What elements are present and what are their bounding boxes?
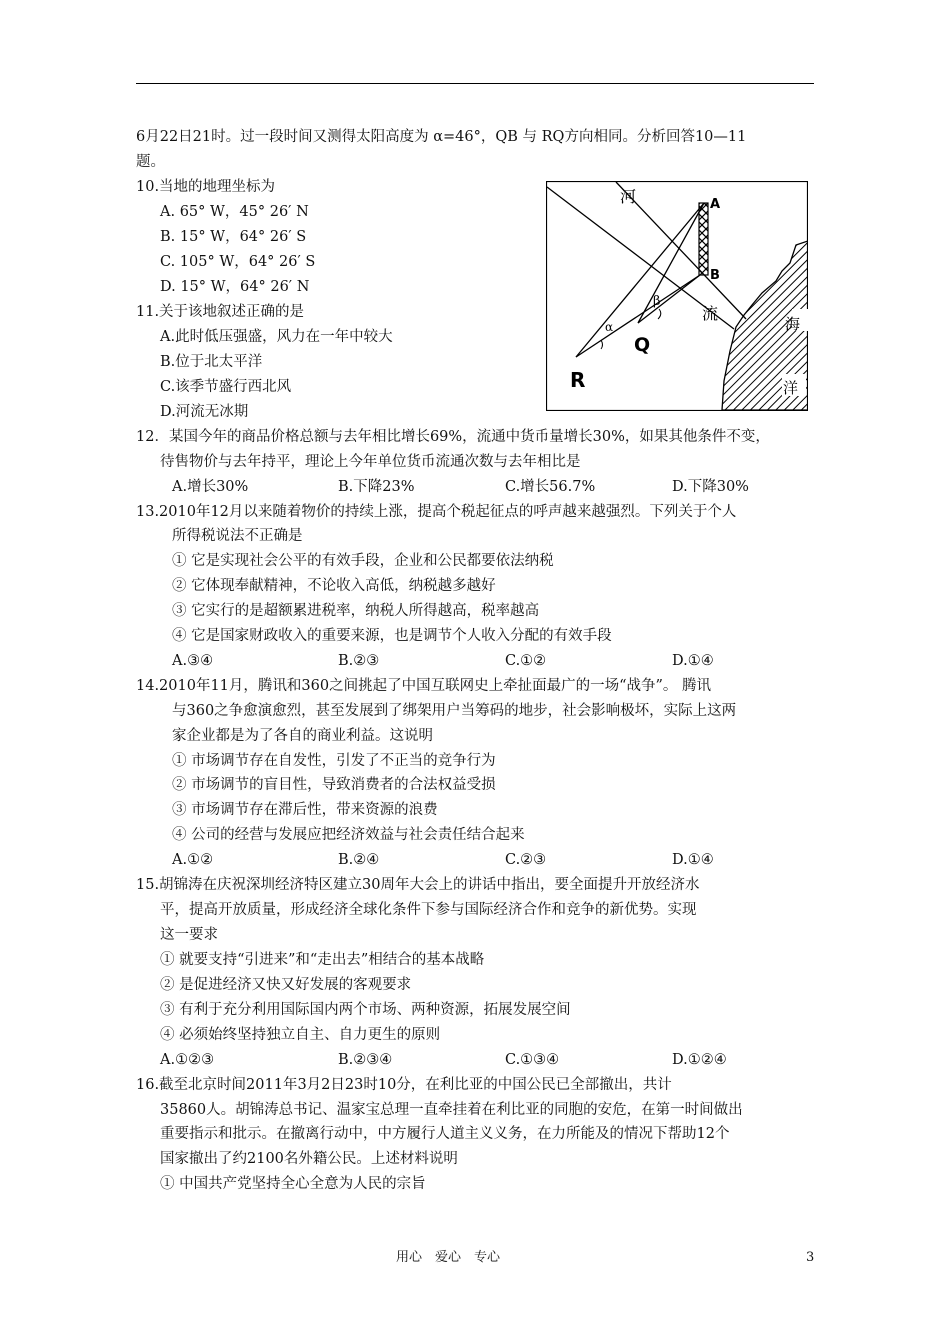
q13-item-2: ② 它体现奉献精神，不论收入高低，纳税越多越好 — [172, 578, 496, 594]
q14-option-a: A.①② — [172, 852, 214, 868]
q15-item-4: ④ 必须始终坚持独立自主、自力更生的原则 — [160, 1027, 441, 1043]
q15-option-c: C.①③④ — [505, 1052, 560, 1068]
q14-item-4: ④ 公司的经营与发展应把经济效益与社会责任结合起来 — [172, 827, 525, 843]
q13-item-1: ① 它是实现社会公平的有效手段，企业和公民都要依法纳税 — [172, 553, 554, 569]
q16-stem-4: 国家撤出了约2100名外籍公民。上述材料说明 — [160, 1151, 458, 1167]
intro-line-2: 题。 — [136, 154, 165, 170]
q13-item-3: ③ 它实行的是超额累进税率，纳税人所得越高，税率越高 — [172, 603, 540, 619]
q10-option-b: B. 15° W，64° 26′ S — [160, 229, 307, 245]
footer-motto: 用心 爱心 专心 — [396, 1250, 501, 1265]
q13-item-4: ④ 它是国家财政收入的重要来源，也是调节个人收入分配的有效手段 — [172, 628, 612, 644]
q16-stem-1: 16.截至北京时间2011年3月2日23时10分，在利比亚的中国公民已全部撤出，共计 — [136, 1077, 672, 1093]
label-r: R — [570, 368, 586, 392]
q14-item-3: ③ 市场调节存在滞后性，带来资源的浪费 — [172, 802, 438, 818]
q10-stem: 10.当地的地理坐标为 — [136, 179, 276, 195]
q10-option-d: D. 15° W，64° 26′ N — [160, 279, 310, 295]
label-hai: 海 — [785, 315, 801, 333]
header-rule — [136, 83, 814, 84]
q10-option-c: C. 105° W，64° 26′ S — [160, 254, 316, 270]
q10-option-a: A. 65° W，45° 26′ N — [160, 204, 309, 220]
label-alpha: α — [605, 320, 614, 334]
q14-stem-1: 14.2010年11月，腾讯和360之间挑起了中国互联网史上牵扯面最广的一场“战争”。 腾讯 — [136, 678, 712, 694]
q11-option-c: C.该季节盛行西北风 — [160, 379, 292, 395]
q12-stem-1: 12．某国今年的商品价格总额与去年相比增长69%，流通中货币量增长30%，如果其他条件不变， — [136, 429, 770, 445]
q13-option-b: B.②③ — [338, 653, 380, 669]
q15-option-b: B.②③④ — [338, 1052, 393, 1068]
q14-option-b: B.②④ — [338, 852, 380, 868]
q13-option-a: A.③④ — [172, 653, 214, 669]
q12-option-c: C.增长56.7% — [505, 479, 596, 495]
q15-item-2: ② 是促进经济又快又好发展的客观要求 — [160, 977, 412, 993]
q14-option-d: D.①④ — [672, 852, 714, 868]
tower — [699, 203, 708, 275]
q15-stem-2: 平，提高开放质量，形成经济全球化条件下参与国际经济合作和竞争的新优势。实现 — [160, 902, 697, 918]
q15-item-1: ① 就要支持“引进来”和“走出去”相结合的基本战略 — [160, 952, 485, 968]
q12-stem-2: 待售物价与去年持平，理论上今年单位货币流通次数与去年相比是 — [160, 454, 581, 470]
q12-option-d: D.下降30% — [672, 479, 749, 495]
q13-stem-2: 所得税说法不正确是 — [172, 528, 303, 544]
q15-option-d: D.①②④ — [672, 1052, 727, 1068]
geography-figure — [546, 181, 808, 411]
label-beta: β — [653, 294, 661, 309]
q11-option-d: D.河流无冰期 — [160, 404, 249, 420]
q13-option-c: C.①② — [505, 653, 547, 669]
q13-option-d: D.①④ — [672, 653, 714, 669]
q14-option-c: C.②③ — [505, 852, 547, 868]
q15-option-a: A.①②③ — [160, 1052, 215, 1068]
label-liu: 流 — [702, 304, 719, 323]
q15-stem-1: 15.胡锦涛在庆祝深圳经济特区建立30周年大会上的讲话中指出，要全面提升开放经济水 — [136, 877, 700, 893]
q14-stem-2: 与360之争愈演愈烈，甚至发展到了绑架用户当筹码的地步，社会影响极坏，实际上这两 — [172, 703, 737, 719]
label-q: Q — [634, 334, 651, 356]
page-number: 3 — [806, 1250, 815, 1265]
intro-line-1: 6月22日21时。过一段时间又测得太阳高度为 α=46°，QB 与 RQ方向相同。分析回答10—11 — [136, 129, 747, 145]
q11-option-a: A.此时低压强盛，风力在一年中较大 — [160, 329, 393, 345]
q12-option-b: B.下降23% — [338, 479, 415, 495]
q14-item-2: ② 市场调节的盲目性，导致消费者的合法权益受损 — [172, 777, 496, 793]
q15-item-3: ③ 有利于充分利用国际国内两个市场、两种资源，拓展发展空间 — [160, 1002, 571, 1018]
label-yang: 洋 — [783, 379, 799, 397]
q16-item-1: ① 中国共产党坚持全心全意为人民的宗旨 — [160, 1176, 426, 1192]
q14-stem-3: 家企业都是为了各自的商业利益。这说明 — [172, 728, 433, 744]
q13-stem-1: 13.2010年12月以来随着物价的持续上涨，提高个税起征点的呼声越来越强烈。下列关于个人 — [136, 504, 737, 520]
label-he: 河 — [620, 187, 637, 206]
q14-item-1: ① 市场调节存在自发性，引发了不正当的竞争行为 — [172, 753, 496, 769]
q16-stem-2: 35860人。胡锦涛总书记、温家宝总理一直牵挂着在利比亚的同胞的安危，在第一时间做出 — [160, 1102, 743, 1118]
q16-stem-3: 重要指示和批示。在撤离行动中，中方履行人道主义义务，在力所能及的情况下帮助12个 — [160, 1126, 730, 1142]
q12-option-a: A.增长30% — [172, 479, 249, 495]
q15-stem-3: 这一要求 — [160, 927, 218, 943]
label-a: A — [710, 197, 721, 212]
label-b: B — [710, 268, 720, 283]
q11-option-b: B.位于北太平洋 — [160, 354, 263, 370]
q11-stem: 11.关于该地叙述正确的是 — [136, 304, 305, 320]
